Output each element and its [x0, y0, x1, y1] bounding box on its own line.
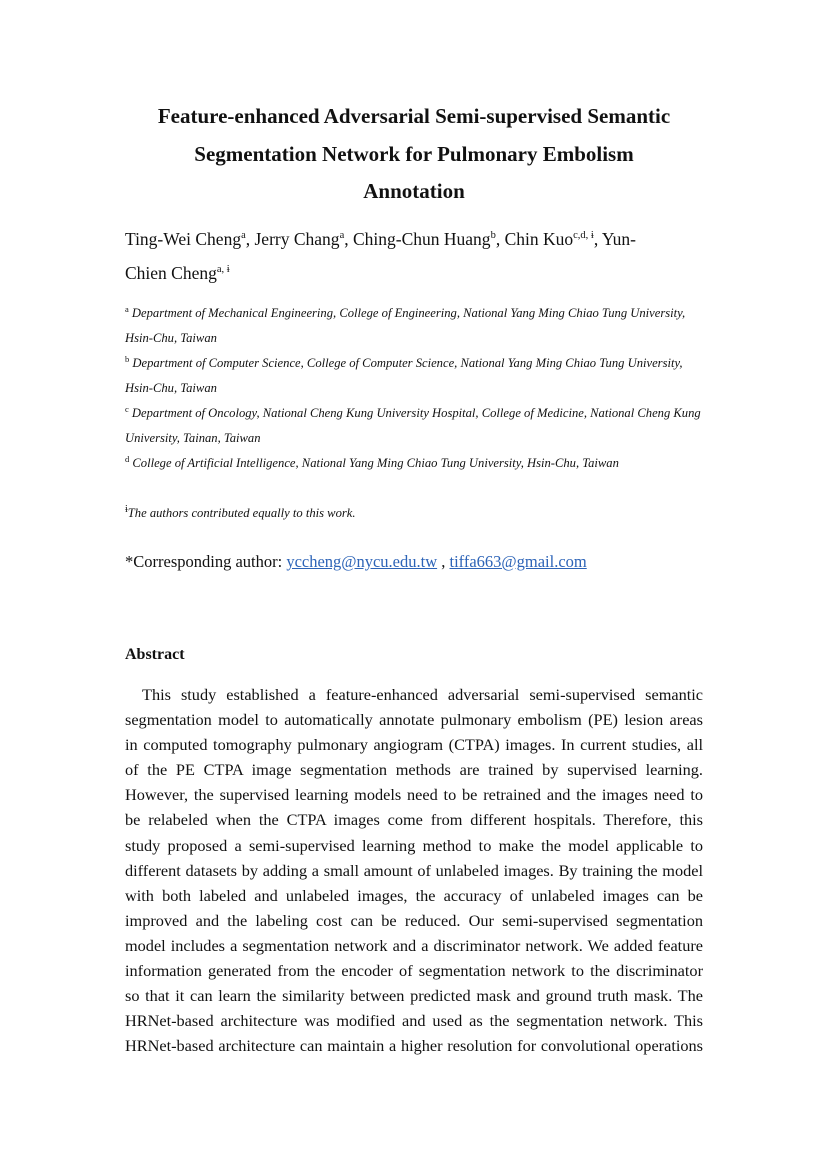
author-affiliation-marker: c,d, ɨ — [573, 230, 594, 242]
abstract-line: different datasets by adding a small amount of unlabeled images. By training the model — [125, 860, 703, 880]
email-separator: , — [437, 552, 450, 571]
abstract-body — [125, 682, 703, 1058]
author-separator: , — [245, 229, 255, 249]
abstract-line: so that it can learn the similarity between predicted mask and ground truth mask. The — [125, 986, 703, 1006]
author-list — [125, 222, 705, 290]
affiliation-entry — [125, 451, 710, 476]
affiliation-text: Department of Computer Science, College of Computer Science, National Yang Ming Chiao Tung University, Hsin-Chu, Taiwan — [125, 356, 683, 395]
affiliation-label: d — [125, 453, 130, 464]
title-line: Feature-enhanced Adversarial Semi-supervised Semantic — [157, 104, 671, 128]
affiliation-entry — [125, 351, 710, 401]
author-affiliation-marker: a — [339, 230, 345, 242]
abstract-line: information generated from the encoder of segmentation network to the discriminator — [125, 961, 703, 981]
abstract-line: with both labeled and unlabeled images, the accuracy of unlabeled images can be — [125, 885, 703, 905]
affiliation-entry — [125, 401, 710, 451]
abstract-line: This study established a feature-enhanced adversarial semi-supervised semantic — [142, 685, 703, 704]
abstract-line: However, the supervised learning models need to be retrained and the images need to — [125, 785, 703, 805]
affiliation-label: b — [125, 353, 130, 364]
author-name: Chien Cheng — [125, 263, 217, 283]
abstract-line: HRNet-based architecture was modified and used as the segmentation network. This — [125, 1011, 703, 1031]
title-line: Annotation — [363, 179, 465, 203]
abstract-line: in computed tomography pulmonary angiogram (CTPA) images. In current studies, all — [125, 735, 703, 755]
author-affiliation-marker: a — [241, 230, 246, 242]
abstract-line: improved and the labeling cost can be reduced. Our semi-supervised segmentation — [125, 910, 703, 930]
affiliation-label: a — [125, 303, 129, 314]
equal-contribution-note — [125, 501, 710, 526]
abstract-heading: Abstract — [125, 646, 185, 663]
paper-title — [100, 98, 728, 211]
author-separator: , — [344, 229, 353, 249]
abstract-line: segmentation model to automatically annotate pulmonary embolism (PE) lesion areas — [125, 710, 703, 730]
corresponding-author — [125, 549, 710, 575]
abstract-line: of the PE CTPA image segmentation methods are trained by supervised learning. — [125, 760, 703, 780]
author-name: Ting-Wei Cheng — [125, 229, 242, 249]
email-link[interactable]: yccheng@nycu.edu.tw — [286, 552, 438, 571]
title-line: Segmentation Network for Pulmonary Embolism — [194, 141, 634, 166]
author-name: Ching-Chun Huang — [352, 229, 491, 249]
affiliation-list — [125, 301, 710, 476]
email-link[interactable]: tiffa663@gmail.com — [449, 552, 587, 571]
abstract-line: model includes a segmentation network and a discriminator network. We added feature — [125, 935, 703, 955]
corresponding-label: *Corresponding author: — [125, 552, 287, 571]
abstract-line: be relabeled when the CTPA images come from different hospitals. Therefore, this — [125, 810, 703, 830]
abstract-line: HRNet-based architecture can maintain a higher resolution for convolutional operations — [125, 1036, 703, 1056]
affiliation-text: Department of Mechanical Engineering, College of Engineering, National Yang Ming Chiao Tung University, Hsin-Chu, Taiwan — [125, 306, 686, 345]
author-name: Chin Kuo — [504, 229, 574, 249]
equal-contribution-text: The authors contributed equally to this work. — [127, 506, 356, 520]
author-separator: , — [495, 229, 505, 249]
author-name: Jerry Chang — [254, 229, 340, 249]
affiliation-text: Department of Oncology, National Cheng Kung University Hospital, College of Medicine, National Cheng Kung University, Tainan, Taiwan — [125, 406, 701, 445]
affiliation-entry — [125, 301, 710, 351]
affiliation-label: c — [125, 403, 129, 414]
author-separator: , Yun- — [593, 229, 636, 249]
affiliation-text: College of Artificial Intelligence, National Yang Ming Chiao Tung University, Hsin-Chu, Taiwan — [129, 456, 619, 470]
equal-contribution-mark: ɨ — [125, 503, 128, 515]
author-affiliation-marker: b — [490, 230, 496, 242]
abstract-line: study proposed a semi-supervised learning method to make the model applicable to — [125, 835, 703, 855]
author-affiliation-marker: a, ɨ — [216, 264, 230, 276]
